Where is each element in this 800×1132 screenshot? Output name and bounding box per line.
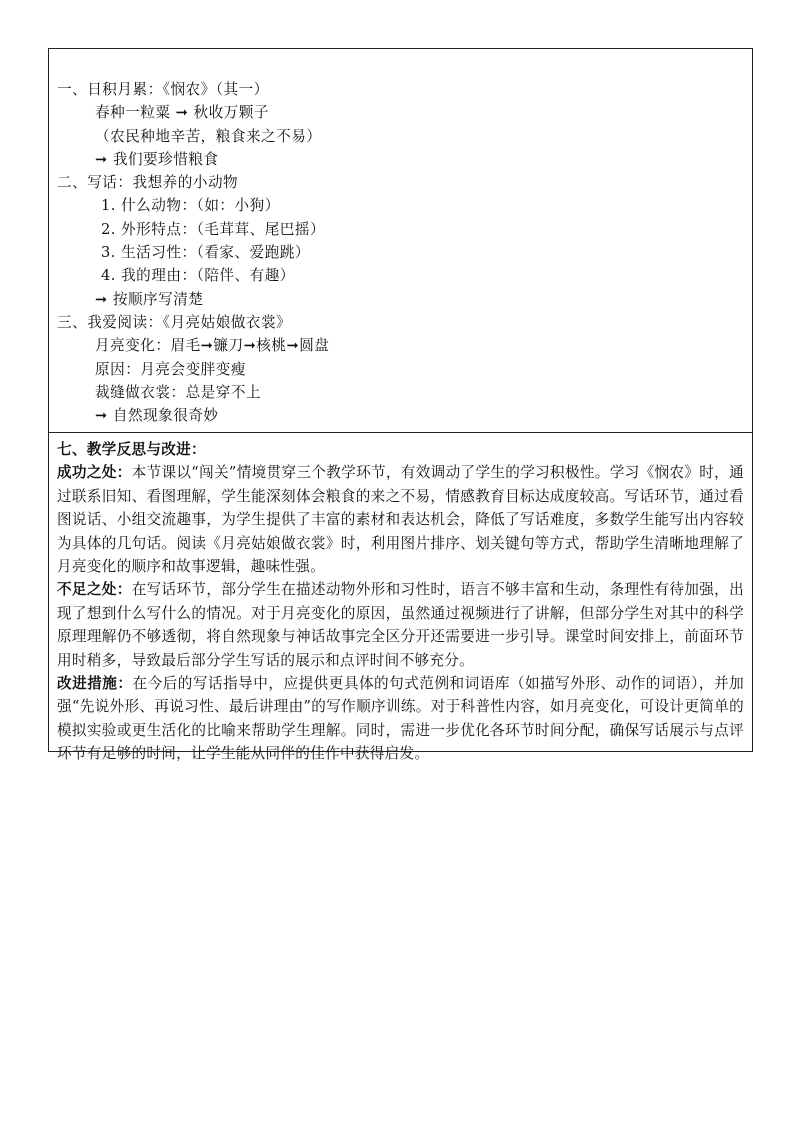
- poem-note: （农民种地辛苦，粮食来之不易）: [95, 127, 322, 145]
- success-paragraph: [57, 461, 744, 578]
- success-text: 本节课以“闯关”情境贯穿三个教学环节，有效调动了学生的学习积极性。学习《悯农》时，通过联系旧知、看图理解，学生能深刻体会粮食的来之不易，情感教育目标达成度较高。写话环节，通过看图说话、小组交流趣事，为学生提供了丰富的素材和表达机会，降低了写话难度，多数学生能写出内容较为具体的几句话。阅读《月亮姑娘做衣裳》时，利用图片排序、划关键句等方式，帮助学生清晰地理解了月亮变化的顺序和故事逻辑，趣味性强。: [57, 464, 744, 576]
- poem-line: 春种一粒粟 ➞ 秋收万颗子: [95, 104, 269, 122]
- section-heading-2: 二、写话：我想养的小动物: [57, 174, 239, 192]
- writing-conclusion: ➞ 按顺序写清楚: [95, 290, 204, 308]
- reflection-cell: [49, 433, 752, 763]
- section-heading-1: 一、日积月累：《悯农》（其一）: [57, 81, 269, 98]
- improve-text: 在今后的写话指导中，应提供更具体的句式范例和词语库（如描写外形、动作的词语），并加强“先说外形、再说习性、最后讲理由”的写作顺序训练。对于科普性内容，如月亮变化，可设计更简单的模拟实验或更生活化的比喻来帮助学生理解。同时，需进一步优化各环节时间分配，确保写话展示与点评环节有足够的时间，让学生能从同伴的佳作中获得启发。: [57, 675, 744, 763]
- writing-point-1: 1. 什么动物：（如：小狗）: [101, 197, 280, 215]
- improve-label: 改进措施：: [57, 675, 133, 693]
- improve-paragraph: [57, 672, 744, 766]
- reading-point-3: 裁缝做衣裳：总是穿不上: [95, 383, 262, 401]
- reading-point-1: 月亮变化：眉毛➞镰刀➞核桃➞圆盘: [95, 337, 330, 355]
- writing-point-4: 4. 我的理由：（陪伴、有趣）: [101, 267, 295, 285]
- reflection-heading: 七、教学反思与改进：: [57, 441, 206, 458]
- writing-point-3: 3. 生活习性：（看家、爱跑跳）: [101, 244, 310, 262]
- poem-conclusion: ➞ 我们要珍惜粮食: [95, 150, 219, 168]
- writing-point-2: 2. 外形特点：（毛茸茸、尾巴摇）: [101, 220, 326, 238]
- board-plan-cell: [49, 49, 752, 433]
- shortfall-text: 在写话环节，部分学生在描述动物外形和习性时，语言不够丰富和生动，条理性有待加强，出现了想到什么写什么的情况。对于月亮变化的原因，虽然通过视频进行了讲解，但部分学生对其中的科学原理理解仍不够透彻，将自然现象与神话故事完全区分开还需要进一步引导。课堂时间安排上，前面环节用时稍多，导致最后部分学生写话的展示和点评时间不够充分。: [57, 581, 744, 669]
- shortfall-label: 不足之处：: [57, 581, 132, 599]
- reading-conclusion: ➞ 自然现象很奇妙: [95, 407, 219, 425]
- reading-point-2: 原因：月亮会变胖变瘦: [95, 360, 246, 378]
- success-label: 成功之处：: [57, 464, 132, 482]
- section-heading-3: 三、我爱阅读：《月亮姑娘做衣裳》: [57, 313, 292, 331]
- lesson-table: [48, 48, 753, 763]
- shortfall-paragraph: [57, 578, 744, 672]
